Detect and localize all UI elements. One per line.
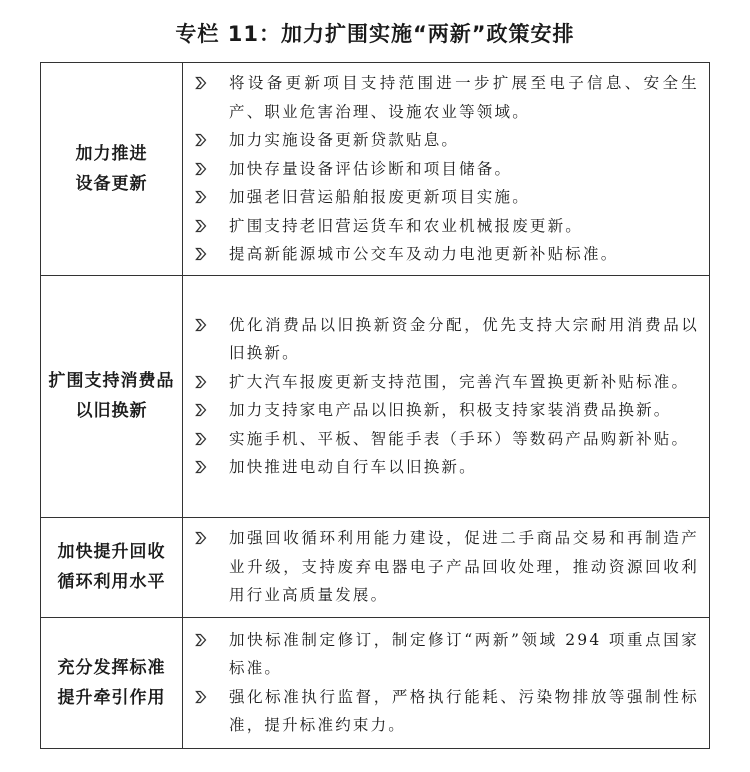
arrow-bullet-icon bbox=[195, 240, 229, 269]
list-item: 优化消费品以旧换新资金分配，优先支持大宗耐用消费品以旧换新。 bbox=[195, 311, 699, 368]
row-items bbox=[183, 63, 710, 276]
list-item: 加强老旧营运船舶报废更新项目实施。 bbox=[195, 183, 699, 212]
category-line: 充分发挥标准 bbox=[57, 657, 166, 678]
table-row bbox=[41, 617, 710, 748]
arrow-bullet-icon bbox=[195, 212, 229, 241]
arrow-bullet-icon bbox=[195, 524, 229, 610]
row-category bbox=[41, 275, 183, 517]
row-category bbox=[41, 517, 183, 617]
list-item: 实施手机、平板、智能手表（手环）等数码产品购新补贴。 bbox=[195, 425, 699, 454]
list-item: 提高新能源城市公交车及动力电池更新补贴标准。 bbox=[195, 240, 699, 269]
row-items bbox=[183, 517, 710, 617]
list-item: 加快标准制定修订，制定修订“两新”领域 294 项重点国家标准。 bbox=[195, 626, 699, 683]
list-item: 加力实施设备更新贷款贴息。 bbox=[195, 126, 699, 155]
list-item: 强化标准执行监督，严格执行能耗、污染物排放等强制性标准，提升标准约束力。 bbox=[195, 683, 699, 740]
category-line: 提升牵引作用 bbox=[57, 687, 166, 708]
arrow-bullet-icon bbox=[195, 69, 229, 126]
category-line: 扩围支持消费品 bbox=[48, 371, 175, 391]
table-row bbox=[41, 275, 710, 517]
arrow-bullet-icon bbox=[195, 368, 229, 397]
table-row bbox=[41, 63, 710, 276]
arrow-bullet-icon bbox=[195, 311, 229, 368]
policy-table bbox=[40, 62, 710, 749]
row-category bbox=[41, 617, 183, 748]
list-item: 加强回收循环利用能力建设，促进二手商品交易和再制造产业升级，支持废弃电器电子产品回收处理，推动资源回收利用行业高质量发展。 bbox=[195, 524, 699, 610]
list-item: 加快推进电动自行车以旧换新。 bbox=[195, 453, 699, 482]
page-title: 专栏 11：加力扩围实施“两新”政策安排 bbox=[175, 22, 575, 46]
category-line: 加力推进 bbox=[75, 143, 148, 164]
arrow-bullet-icon bbox=[195, 683, 229, 740]
row-category bbox=[41, 63, 183, 276]
row-items bbox=[183, 275, 710, 517]
list-item: 扩围支持老旧营运货车和农业机械报废更新。 bbox=[195, 212, 699, 241]
arrow-bullet-icon bbox=[195, 626, 229, 683]
arrow-bullet-icon bbox=[195, 396, 229, 425]
arrow-bullet-icon bbox=[195, 155, 229, 184]
arrow-bullet-icon bbox=[195, 425, 229, 454]
category-line: 设备更新 bbox=[75, 173, 148, 194]
table-row bbox=[41, 517, 710, 617]
list-item: 加力支持家电产品以旧换新，积极支持家装消费品换新。 bbox=[195, 396, 699, 425]
list-item: 扩大汽车报废更新支持范围，完善汽车置换更新补贴标准。 bbox=[195, 368, 699, 397]
category-line: 以旧换新 bbox=[75, 401, 148, 421]
category-line: 加快提升回收 bbox=[57, 542, 166, 562]
category-line: 循环利用水平 bbox=[57, 572, 166, 592]
list-item: 将设备更新项目支持范围进一步扩展至电子信息、安全生产、职业危害治理、设施农业等领域。 bbox=[195, 69, 699, 126]
list-item: 加快存量设备评估诊断和项目储备。 bbox=[195, 155, 699, 184]
arrow-bullet-icon bbox=[195, 126, 229, 155]
row-items bbox=[183, 617, 710, 748]
arrow-bullet-icon bbox=[195, 183, 229, 212]
arrow-bullet-icon bbox=[195, 453, 229, 482]
